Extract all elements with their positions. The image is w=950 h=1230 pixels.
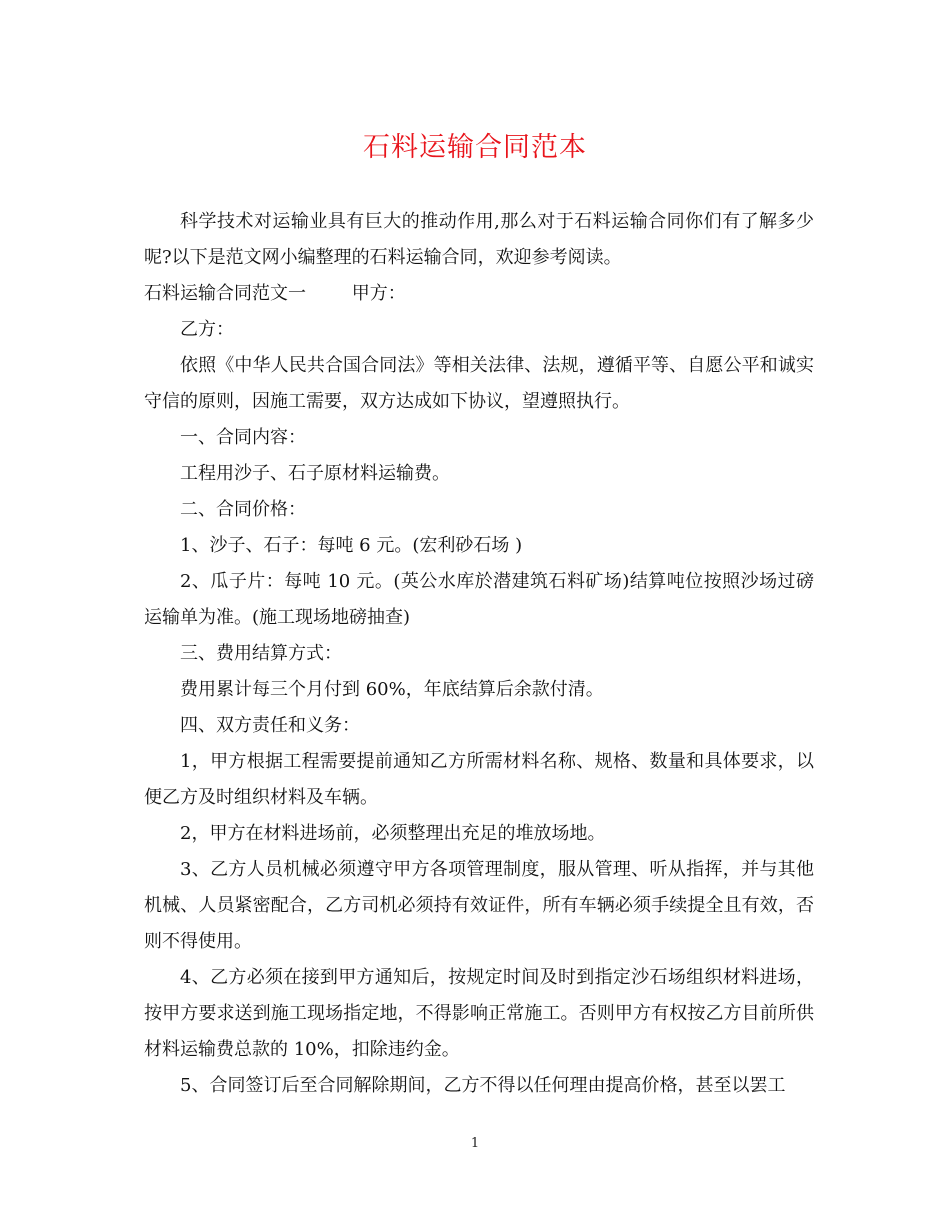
contract-heading-party-a: 石料运输合同范文一 甲方： xyxy=(144,283,406,304)
settlement-paragraph: 费用累计每三个月付到 60%，年底结算后余款付清。 xyxy=(180,679,604,700)
preamble-paragraph: 依照《中华人民共合国合同法》等相关法律、法规，遵循平等、自愿公平和诚实守信的原则，因施工需要，双方达成如下协议，望遵照执行。 xyxy=(144,355,814,412)
duty-item-1: 1，甲方根据工程需要提前通知乙方所需材料名称、规格、数量和具体要求，以便乙方及时组织材料及车辆。 xyxy=(144,751,814,808)
section-heading-price: 二、合同价格： xyxy=(180,499,306,520)
duty-item-3: 3、乙方人员机械必须遵守甲方各项管理制度，服从管理、听从指挥，并与其他机械、人员紧密配合，乙方司机必须持有效证件，所有车辆必须手续提全且有效，否则不得使用。 xyxy=(144,859,814,952)
page-number: 1 xyxy=(470,1136,480,1151)
price-item-1: 1、沙子、石子：每吨 6 元。(宏利砂石场 ) xyxy=(180,535,523,556)
section-heading-duties: 四、双方责任和义务： xyxy=(180,715,360,736)
duty-item-5: 5、合同签订后至合同解除期间，乙方不得以任何理由提高价格，甚至以罢工 xyxy=(180,1075,786,1096)
document-body xyxy=(144,204,814,1104)
duty-item-4: 4、乙方必须在接到甲方通知后，按规定时间及时到指定沙石场组织材料进场，按甲方要求送到施工现场指定地，不得影响正常施工。否则甲方有权按乙方目前所供材料运输费总款的 10%，扣除违约金。 xyxy=(144,967,814,1060)
party-b-line: 乙方： xyxy=(180,319,234,340)
price-item-2: 2、瓜子片：每吨 10 元。(英公水库於潜建筑石料矿场)结算吨位按照沙场过磅运输单为准。(施工现场地磅抽查) xyxy=(144,571,814,628)
section-heading-settlement: 三、费用结算方式： xyxy=(180,643,342,664)
content-paragraph: 工程用沙子、石子原材料运输费。 xyxy=(180,463,450,484)
section-heading-content: 一、合同内容： xyxy=(180,427,306,448)
document-title: 石料运输合同范本 xyxy=(363,132,587,163)
duty-item-2: 2，甲方在材料进场前，必须整理出充足的堆放场地。 xyxy=(180,823,606,844)
intro-paragraph: 科学技术对运输业具有巨大的推动作用,那么对于石料运输合同你们有了解多少呢?以下是范文网小编整理的石料运输合同，欢迎参考阅读。 xyxy=(144,211,814,268)
